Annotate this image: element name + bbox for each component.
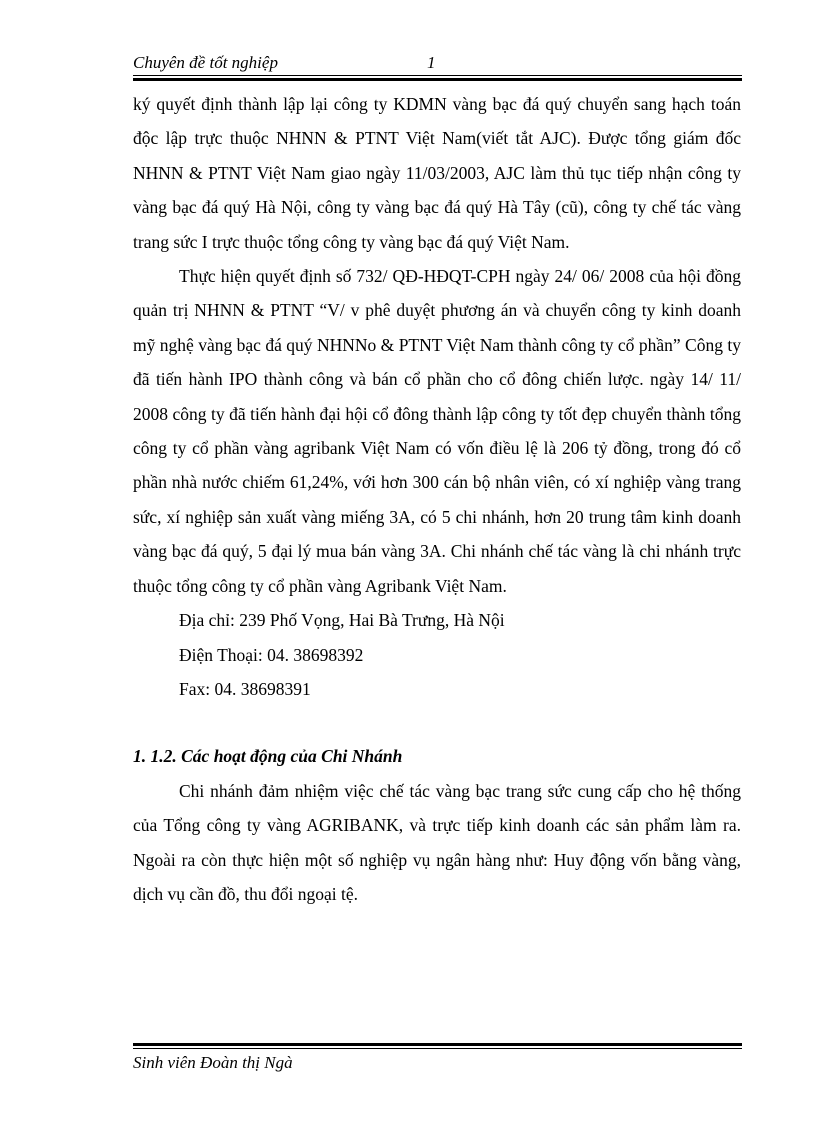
paragraph-activities: Chi nhánh đảm nhiệm việc chế tác vàng bạc trang sức cung cấp cho hệ thống của Tổng công ty vàng AGRIBANK, và trực tiếp kinh doanh các sản phẩm làm ra. Ngoài ra còn thực hiện một số nghiệp vụ ngân hàng như: Huy động vốn bằng vàng, dịch vụ cần đồ, thu đổi ngoại tệ. bbox=[133, 780, 741, 904]
footer-rule-thin bbox=[133, 1048, 742, 1049]
page-number: 1 bbox=[427, 53, 436, 72]
address-line: Địa chỉ: 239 Phố Vọng, Hai Bà Trưng, Hà Nội bbox=[179, 610, 505, 631]
page-header bbox=[133, 52, 742, 76]
document-body bbox=[133, 87, 741, 911]
fax-line: Fax: 04. 38698391 bbox=[179, 678, 311, 699]
header-rule-thick bbox=[133, 78, 742, 81]
header-rule-thin bbox=[133, 75, 742, 76]
phone-line: Điện Thoại: 04. 38698392 bbox=[179, 644, 364, 665]
header-title: Chuyên đề tốt nghiệp bbox=[133, 53, 278, 72]
paragraph-company-history: Thực hiện quyết định số 732/ QĐ-HĐQT-CPH ngày 24/ 06/ 2008 của hội đồng quản trị NHNN & PTNT “V/ v phê duyệt phương án và chuyển công ty kinh doanh mỹ nghệ vàng bạc đá quý NHNNo & PTNT Việt Nam thành công ty cổ phần” Công ty đã tiến hành IPO thành công và bán cổ phần cho cổ đông chiến lược. ngày 14/ 11/ 2008 công ty đã tiến hành đại hội cổ đông thành lập công ty tốt đẹp chuyển thành tổng công ty cổ phần vàng agribank Việt Nam có vốn điều lệ là 206 tỷ đồng, trong đó cổ phần nhà nước chiếm 61,24%, với hơn 300 cán bộ nhân viên, có xí nghiệp vàng trang sức, xí nghiệp sản xuất vàng miếng 3A, có 5 chi nhánh, hơn 20 trung tâm kinh doanh vàng bạc đá quý, 5 đại lý mua bán vàng 3A. Chi nhánh chế tác vàng là chi nhánh trực thuộc tổng công ty cổ phần vàng Agribank Việt Nam. bbox=[133, 266, 741, 596]
footer-author: Sinh viên Đoàn thị Ngà bbox=[133, 1053, 293, 1072]
footer-rule-thick bbox=[133, 1043, 742, 1046]
section-heading: 1. 1.2. Các hoạt động của Chi Nhánh bbox=[133, 746, 403, 767]
paragraph-continuation: ký quyết định thành lập lại công ty KDMN vàng bạc đá quý chuyển sang hạch toán độc lập trực thuộc NHNN & PTNT Việt Nam(viết tắt AJC). Được tổng giám đốc NHNN & PTNT Việt Nam giao ngày 11/03/2003, AJC làm thủ tục tiếp nhận công ty vàng bạc đá quý Hà Nội, công ty vàng bạc đá quý Hà Tây (cũ), công ty chế tác vàng trang sức I trực thuộc tổng công ty vàng bạc đá quý Việt Nam. bbox=[133, 94, 741, 252]
